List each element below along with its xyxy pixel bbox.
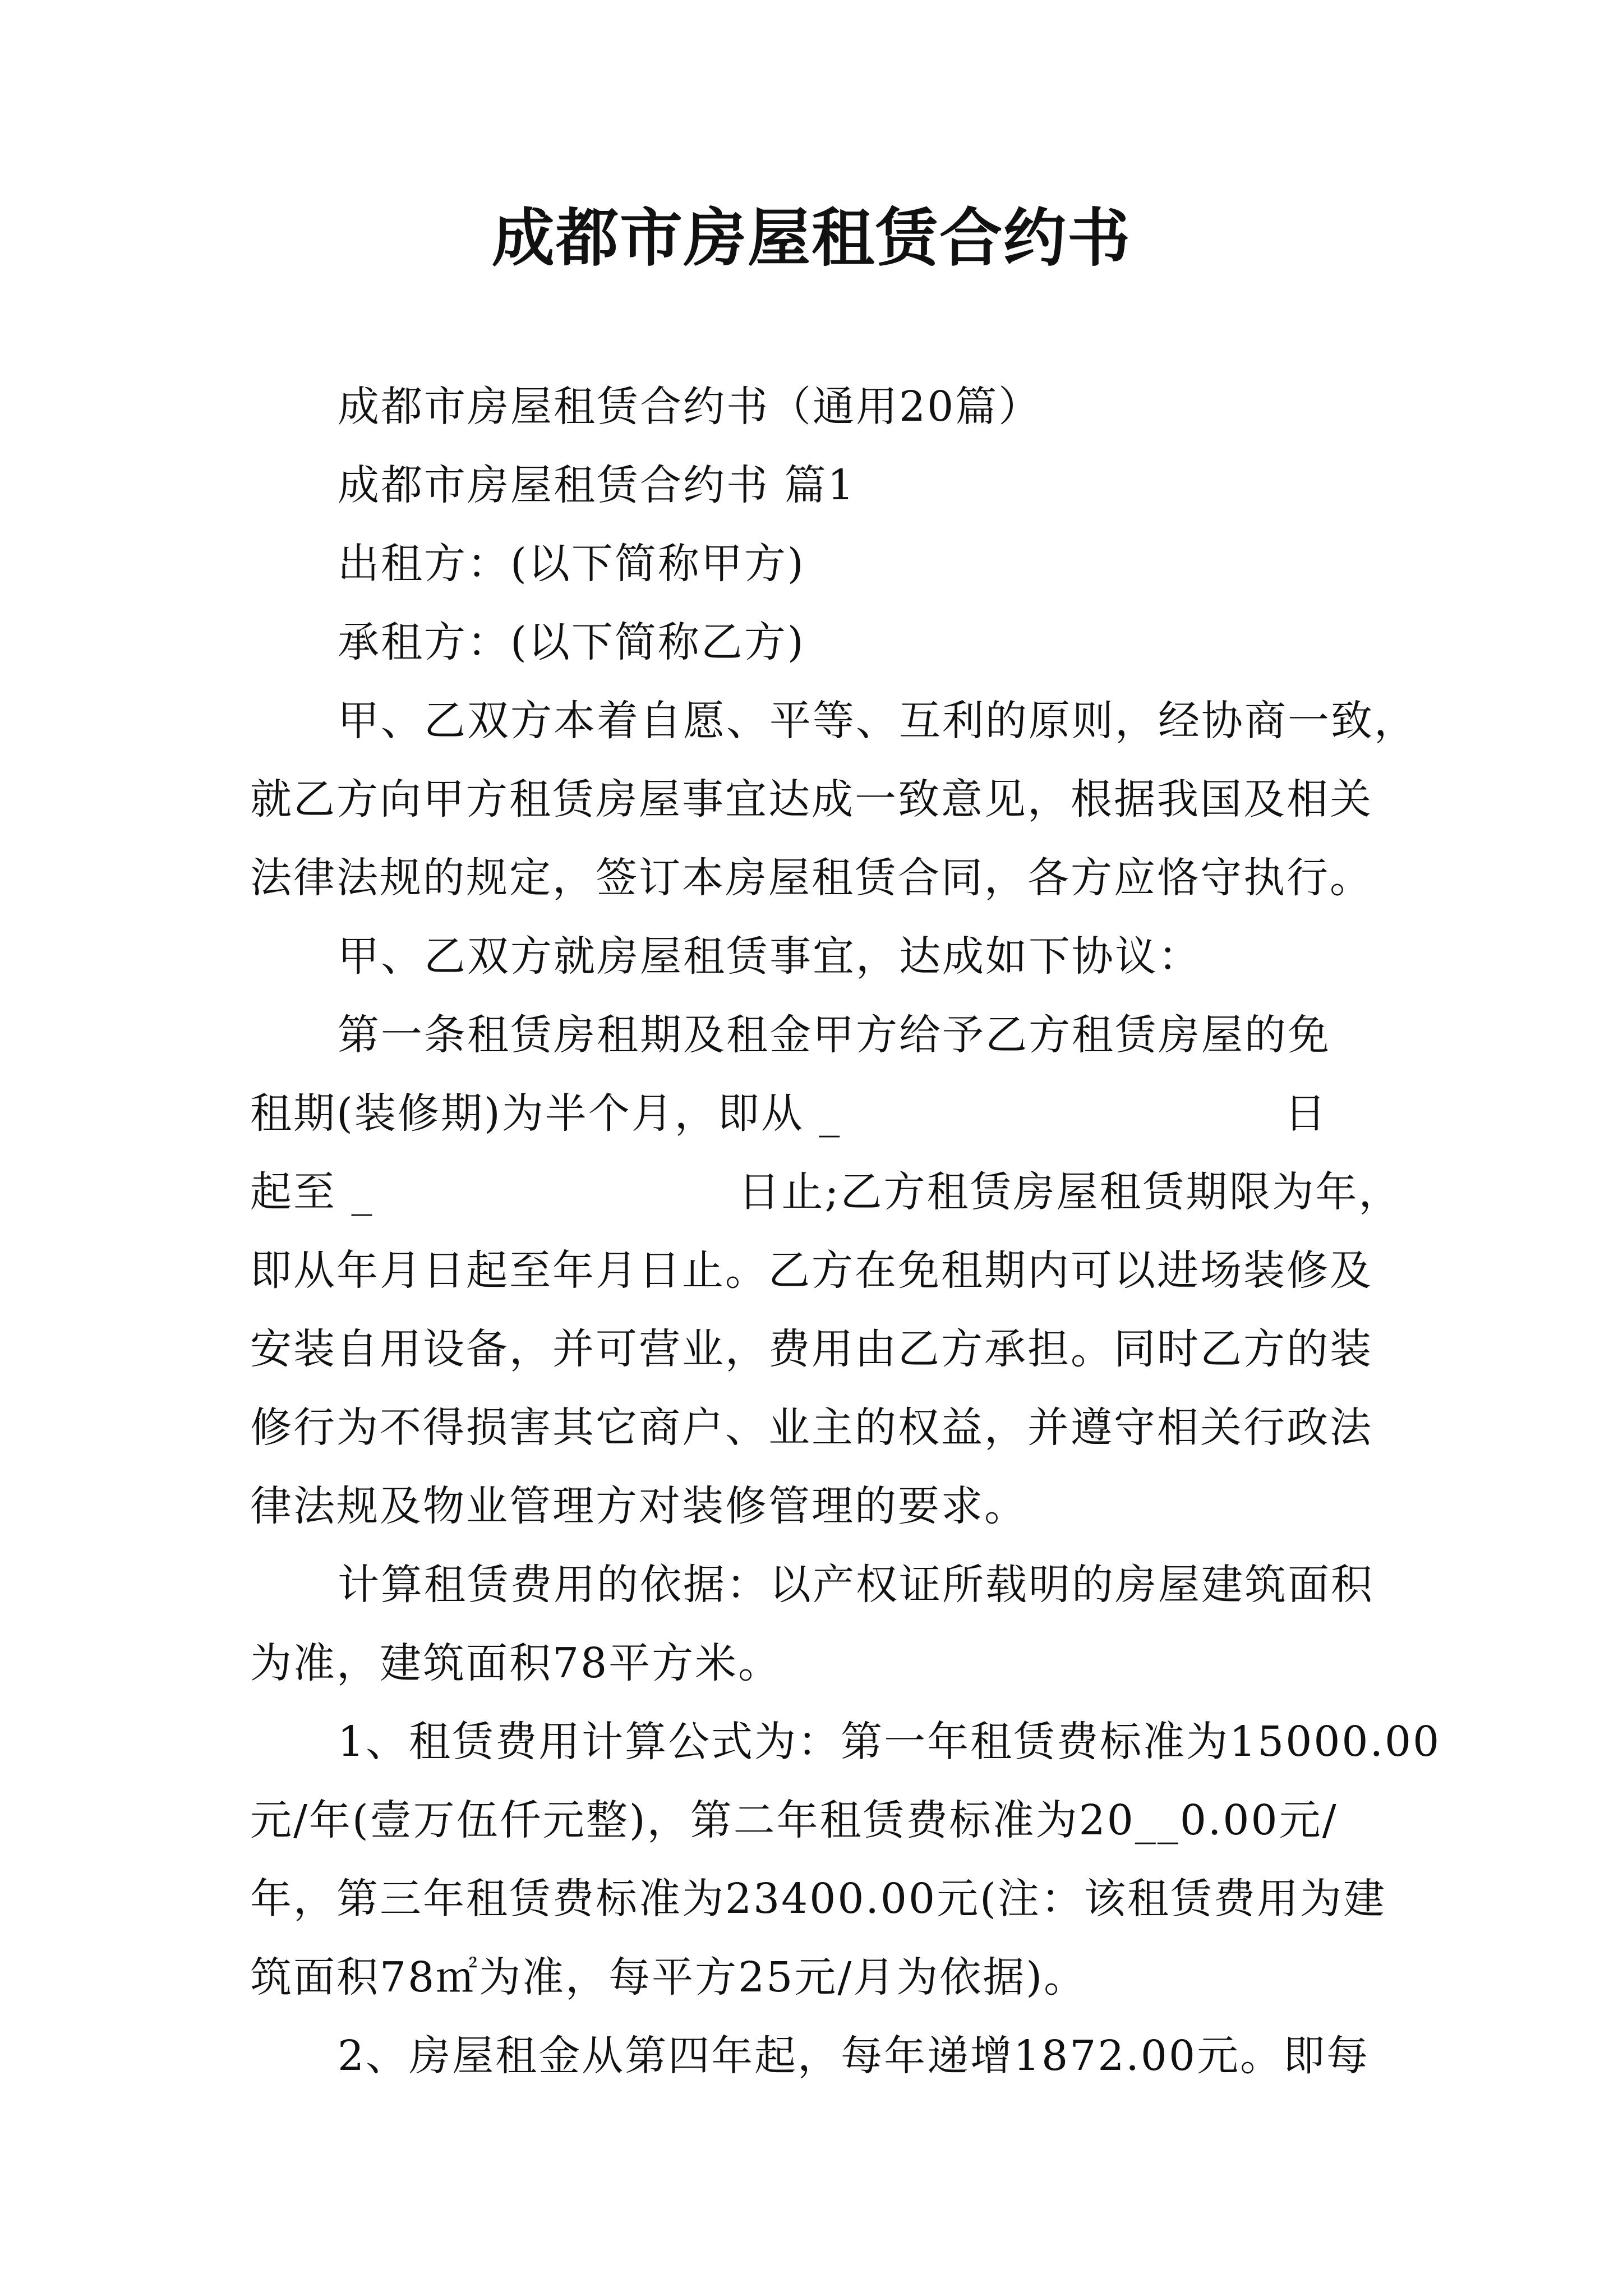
text-line: 修行为不得损害其它商户、业主的权益，并遵守相关行政法 xyxy=(250,1404,1373,1452)
paragraph-article-one xyxy=(250,996,1402,1545)
paragraph-rent-formula xyxy=(250,1703,1441,2017)
text-line: 第一条租赁房租期及租金甲方给予乙方租赁房屋的免 xyxy=(338,1011,1331,1059)
text-line: 安装自用设备，并可营业，费用由乙方承担。同时乙方的装 xyxy=(250,1325,1373,1373)
text-line: 年，第三年租赁费标准为23400.00元(注：该租赁费用为建 xyxy=(250,1875,1386,1923)
paragraph-preamble xyxy=(250,682,1417,917)
text-line: 元/年(壹万伍仟元整)，第二年租赁费标准为20__0.00元/ xyxy=(250,1796,1338,1844)
paragraph-rent-increase: 2、房屋租金从第四年起，每年递增1872.00元。即每 xyxy=(338,2032,1370,2080)
paragraph-section-heading: 成都市房屋租赁合约书 篇1 xyxy=(338,461,856,509)
paragraph-subtitle: 成都市房屋租赁合约书（通用20篇） xyxy=(338,383,1042,431)
paragraph-agreement-intro: 甲、乙双方就房屋租赁事宜，达成如下协议： xyxy=(338,932,1201,981)
document-body xyxy=(250,367,1441,2095)
text-line: 即从年月日起至年月日止。乙方在免租期内可以进场装修及 xyxy=(250,1246,1373,1295)
document-title: 成都市房屋租赁合约书 xyxy=(492,201,1131,275)
text-line: 起至 _ 日止;乙方租赁房屋租赁期限为年， xyxy=(250,1168,1402,1216)
text-line: 就乙方向甲方租赁房屋事宜达成一致意见，根据我国及相关 xyxy=(250,775,1373,823)
text-line: 法律法规的规定，签订本房屋租赁合同，各方应恪守执行。 xyxy=(250,854,1373,902)
text-line: 计算租赁费用的依据：以产权证所载明的房屋建筑面积 xyxy=(338,1561,1374,1609)
text-line: 律法规及物业管理方对装修管理的要求。 xyxy=(250,1482,1027,1530)
paragraph-rent-basis xyxy=(250,1545,1377,1703)
paragraph-lessee: 承租方：(以下简称乙方) xyxy=(338,618,805,666)
paragraph-lessor: 出租方：(以下简称甲方) xyxy=(338,540,805,588)
text-line: 筑面积78㎡为准，每平方25元/月为依据)。 xyxy=(250,1953,1087,2001)
text-line: 1、租赁费用计算公式为：第一年租赁费标准为15000.00 xyxy=(338,1718,1441,1766)
text-line: 租期(装修期)为半个月，即从 _ 日 xyxy=(250,1089,1328,1138)
text-line: 为准，建筑面积78平方米。 xyxy=(250,1639,782,1687)
text-line: 甲、乙双方本着自愿、平等、互利的原则，经协商一致， xyxy=(338,697,1417,745)
